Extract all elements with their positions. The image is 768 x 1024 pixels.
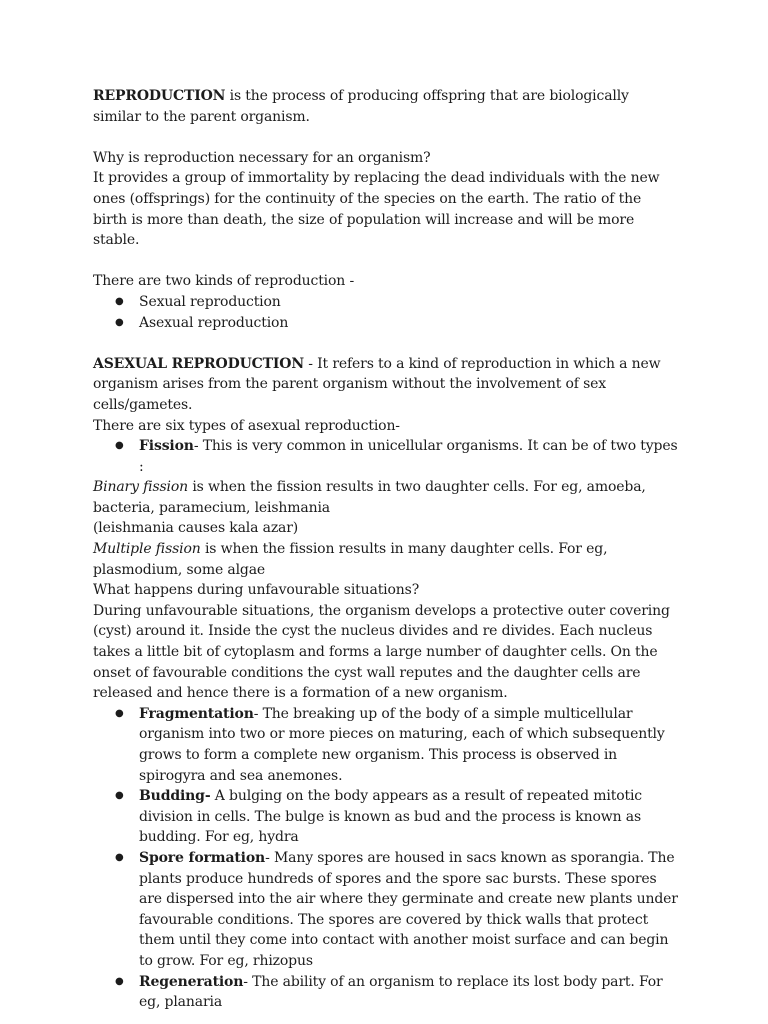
spacer bbox=[93, 127, 678, 148]
unfavourable-question: What happens during unfavourable situations? bbox=[93, 582, 420, 599]
binary-fission-note: (leishmania causes kala azar) bbox=[93, 520, 299, 537]
asexual-types-list bbox=[93, 704, 678, 1013]
bullet-icon: ● bbox=[115, 440, 124, 452]
binary-fission-paragraph bbox=[93, 477, 678, 518]
multiple-fission-term: Multiple fission bbox=[93, 541, 201, 558]
type-term: Regeneration bbox=[139, 973, 244, 990]
asexual-term: ASEXUAL REPRODUCTION bbox=[93, 355, 304, 372]
types-intro: There are six types of asexual reproduction- bbox=[93, 417, 400, 434]
fission-term: Fission bbox=[139, 438, 194, 455]
binary-fission-term: Binary fission bbox=[93, 479, 189, 496]
list-item bbox=[93, 292, 678, 313]
why-answer: It provides a group of immortality by replacing the dead individuals with the new ones (offsprings) for the continuity of the species on the earth. The ratio of the birth is more than death, the size of population will increase and will be more stable. bbox=[93, 170, 660, 249]
binary-fission-text: is when the fission results in two daughter cells. For eg, amoeba, bacteria, paramecium, leishmania bbox=[93, 479, 646, 516]
kinds-intro: There are two kinds of reproduction - bbox=[93, 273, 355, 290]
spacer bbox=[93, 251, 678, 272]
bullet-icon: ● bbox=[115, 295, 124, 307]
fission-list bbox=[93, 436, 678, 477]
fission-text: - This is very common in unicellular organisms. It can be of two types : bbox=[139, 438, 678, 475]
why-question: Why is reproduction necessary for an organism? bbox=[93, 149, 431, 166]
type-text: - The ability of an organism to replace its lost body part. For eg, planaria bbox=[139, 973, 663, 1011]
list-item bbox=[93, 848, 678, 972]
bullet-icon: ● bbox=[115, 790, 124, 802]
asexual-paragraph bbox=[93, 354, 678, 416]
unfavourable-answer: During unfavourable situations, the organism develops a protective outer covering (cyst) around it. Inside the cyst the nucleus divides and re divides. Each nucleus takes a little bit of cytoplasm and forms a large number of daughter cells. On the onset of favourable conditions the cyst wall reputes and the daughter cells are released and hence there is a formation of a new organism. bbox=[93, 602, 670, 702]
multiple-fission-text: is when the fission results in many daughter cells. For eg, plasmodium, some algae bbox=[93, 541, 608, 578]
type-term: Spore formation bbox=[139, 849, 266, 866]
intro-term: REPRODUCTION bbox=[93, 88, 226, 104]
intro-paragraph bbox=[93, 86, 678, 127]
asexual-text: - It refers to a kind of reproduction in which a new organism arises from the parent organism without the involvement of sex cells/gametes. bbox=[93, 355, 661, 413]
type-text: - Many spores are housed in sacs known as sporangia. The plants produce hundreds of spores and the spore sac bursts. These spores are dispersed into the air where they germinate and create new plants under favourable conditions. The spores are covered by thick walls that protect them until they come into contact with another moist surface and can begin to grow. For eg, rhizopus bbox=[139, 849, 678, 969]
bullet-icon: ● bbox=[115, 707, 124, 719]
list-item-text: Sexual reproduction bbox=[139, 293, 281, 310]
list-item bbox=[93, 704, 678, 786]
bullet-icon: ● bbox=[115, 975, 124, 987]
intro-text: is the process of producing offspring that are biologically similar to the parent organism. bbox=[93, 88, 629, 125]
bullet-icon: ● bbox=[115, 316, 124, 328]
list-item bbox=[93, 436, 678, 477]
list-item bbox=[93, 786, 678, 848]
list-item bbox=[93, 313, 678, 334]
multiple-fission-paragraph bbox=[93, 539, 678, 580]
type-term: Fragmentation bbox=[139, 705, 254, 722]
type-term: Budding- bbox=[139, 788, 211, 805]
type-text: - The breaking up of the body of a simple multicellular organism into two or more pieces on maturing, each of which subsequently grows to form a complete new organism. This process is observed in spirogyra and sea anemones. bbox=[139, 705, 665, 784]
type-text: A bulging on the body appears as a result of repeated mitotic division in cells. The bulge is known as bud and the process is known as budding. For eg, hydra bbox=[139, 788, 642, 846]
list-item-text: Asexual reproduction bbox=[139, 314, 289, 331]
kinds-list bbox=[93, 292, 678, 333]
bullet-icon: ● bbox=[115, 851, 124, 863]
spacer bbox=[93, 333, 678, 354]
list-item bbox=[93, 972, 678, 1013]
